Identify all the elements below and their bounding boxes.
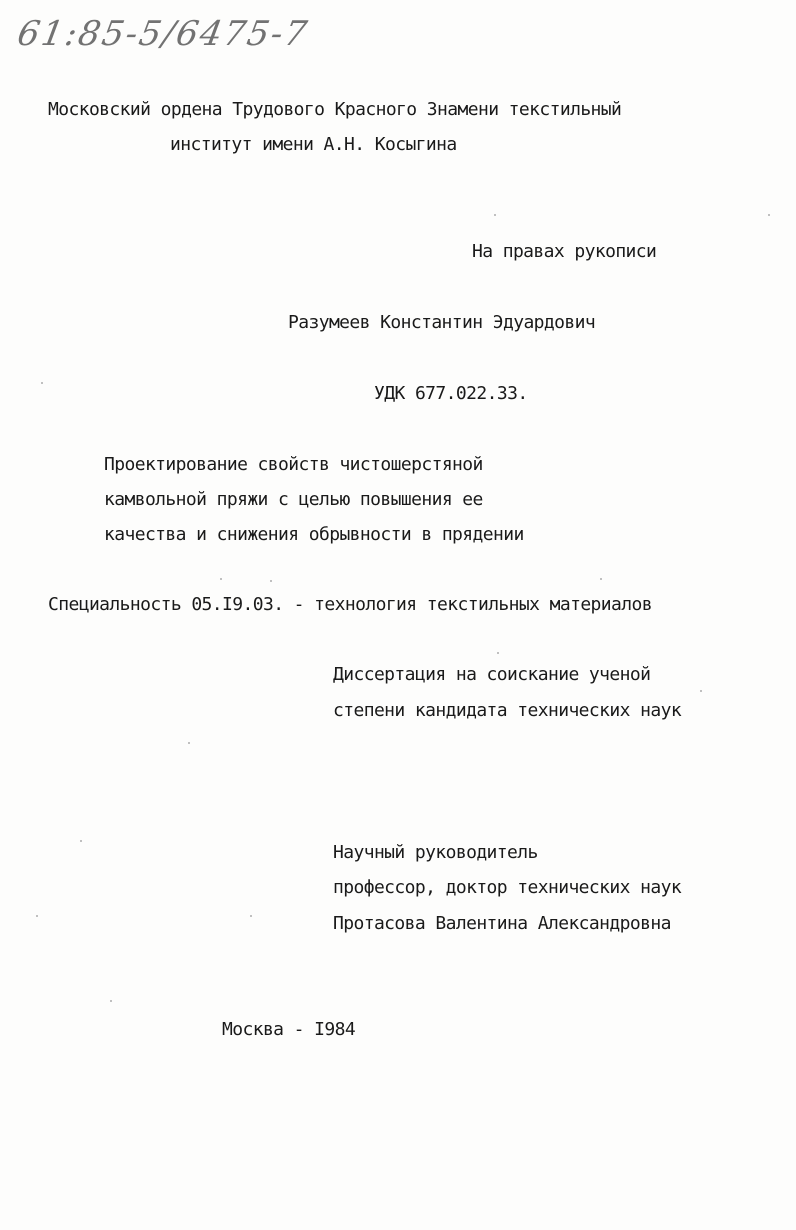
scan-speck <box>80 840 82 842</box>
scan-speck <box>700 690 702 692</box>
thesis-title-line-3: качества и снижения обрывности в прядении <box>104 524 524 545</box>
scan-speck <box>41 382 43 384</box>
city-year: Москва - I984 <box>222 1019 356 1040</box>
scan-speck <box>220 578 222 580</box>
scan-speck <box>600 578 602 580</box>
scan-speck <box>250 915 252 917</box>
archive-mark-handwritten: 61:85-5/6475-7 <box>14 14 312 54</box>
supervisor-name: Протасова Валентина Александровна <box>333 913 671 934</box>
scan-speck <box>36 915 38 917</box>
scan-speck <box>497 652 499 654</box>
thesis-title-line-2: камвольной пряжи с целью повышения ее <box>104 489 483 510</box>
supervisor-label: Научный руководитель <box>333 842 538 863</box>
udc-code: УДК 677.022.33. <box>374 383 528 404</box>
scan-speck <box>270 580 272 582</box>
specialty-line: Специальность 05.I9.03. - технология текстильных материалов <box>48 594 652 615</box>
supervisor-title: профессор, доктор технических наук <box>333 877 682 898</box>
scan-speck <box>188 742 190 744</box>
author-name: Разумеев Константин Эдуардович <box>288 312 596 333</box>
scan-speck <box>110 1000 112 1002</box>
institution-line-1: Московский ордена Трудового Красного Знамени текстильный <box>48 99 622 120</box>
scan-speck <box>494 214 496 216</box>
scan-speck <box>768 214 770 216</box>
manuscript-note: На правах рукописи <box>472 241 657 262</box>
thesis-title-line-1: Проектирование свойств чистошерстяной <box>104 454 483 475</box>
dissertation-line-2: степени кандидата технических наук <box>333 700 682 721</box>
dissertation-line-1: Диссертация на соискание ученой <box>333 664 651 685</box>
institution-line-2: институт имени А.Н. Косыгина <box>170 134 457 155</box>
